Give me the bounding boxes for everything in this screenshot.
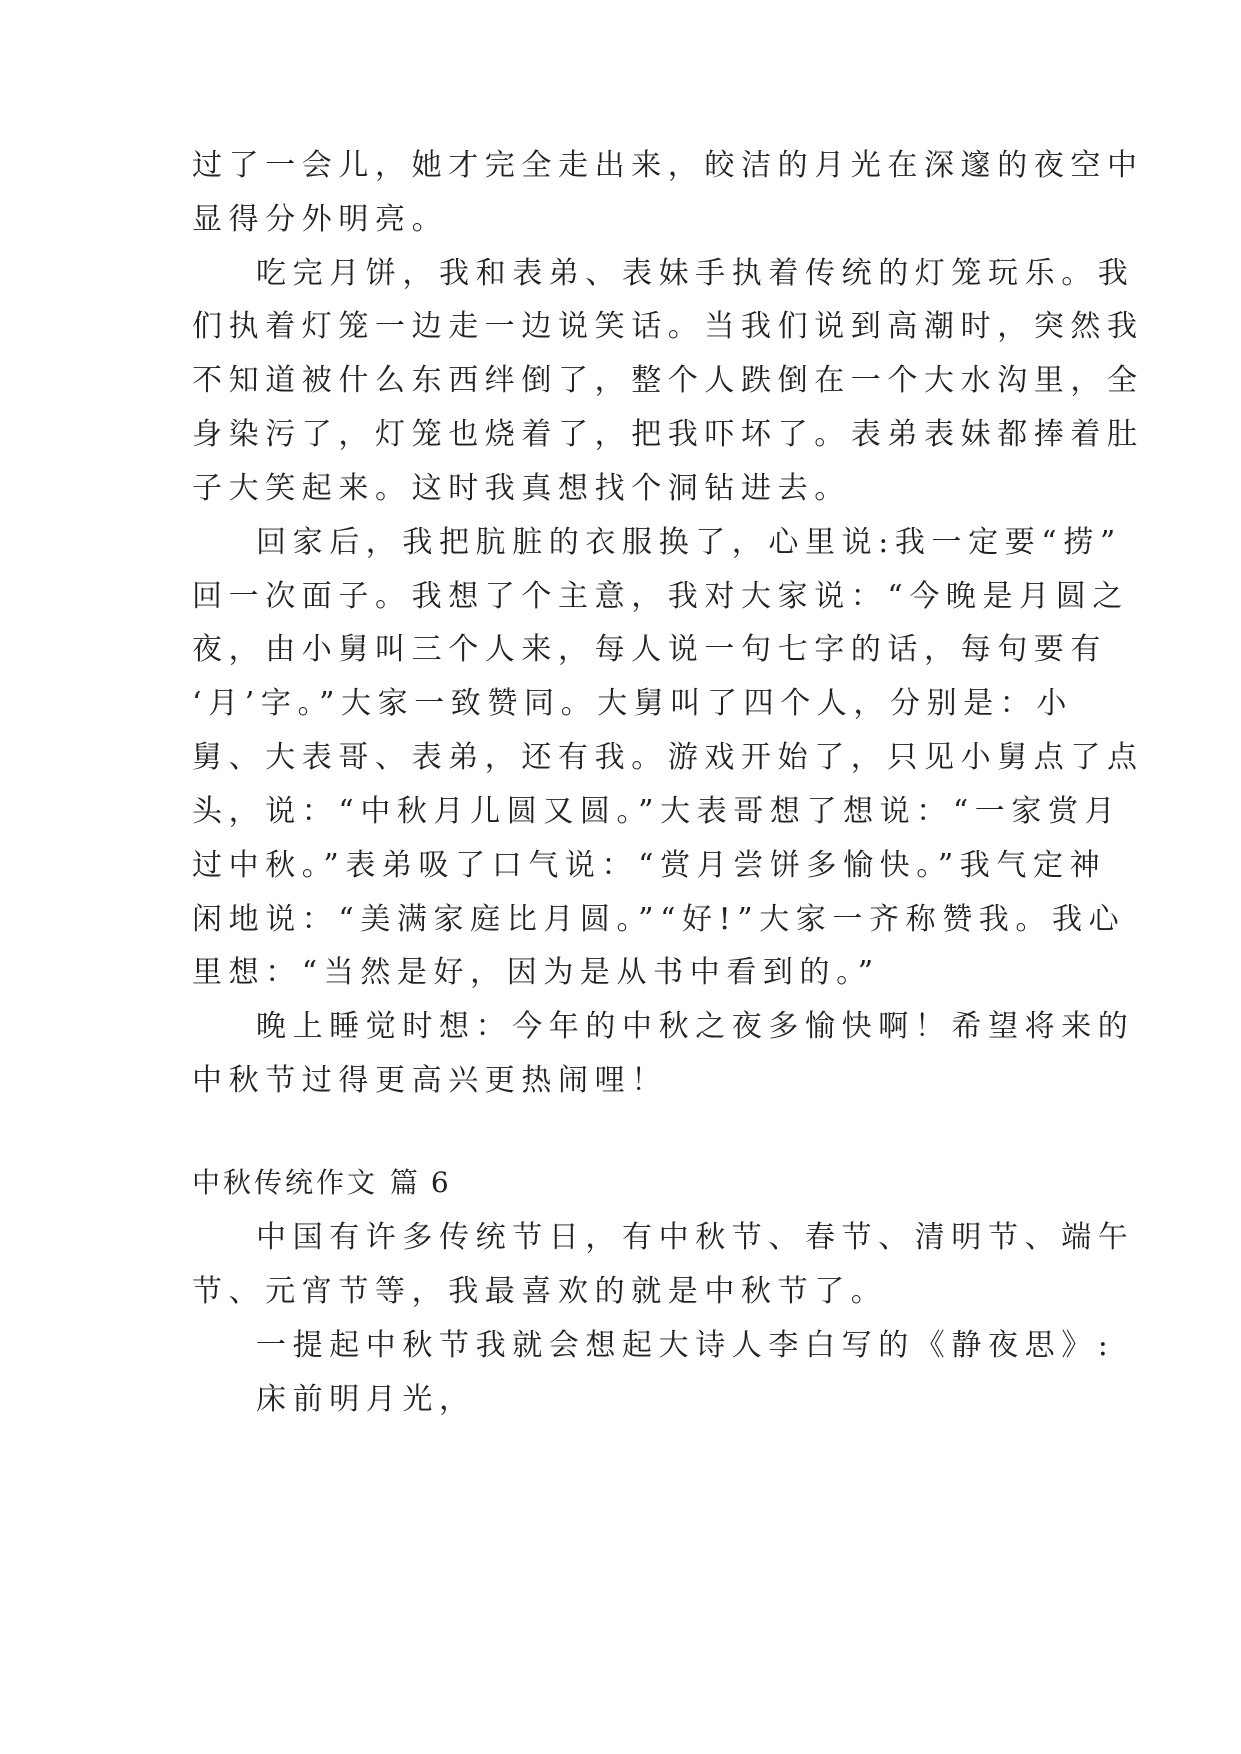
section-title [192,1163,449,1203]
paragraph-line: 吃完月饼，我和表弟、表妹手执着传统的灯笼玩乐。我 [256,256,1135,291]
paragraph-line: 身染污了，灯笼也烧着了，把我吓坏了。表弟表妹都捧着肚 [192,417,1144,452]
paragraph-line: 显得分外明亮。 [192,202,449,237]
section-number: 6 [430,1166,449,1199]
paragraph-line: 们执着灯笼一边走一边说笑话。当我们说到高潮时，突然我 [192,309,1144,344]
paragraph-line: 舅、大表哥、表弟，还有我。游戏开始了，只见小舅点了点 [192,740,1144,775]
paragraph-line: ‘月’字。”大家一致赞同。大舅叫了四个人，分别是：小 [192,686,1074,721]
paragraph-line: 不知道被什么东西绊倒了，整个人跌倒在一个大水沟里，全 [192,363,1144,398]
paragraph-line: 夜，由小舅叫三个人来，每人说一句七字的话，每句要有 [192,632,1107,667]
paragraph-line: 闲地说：“美满家庭比月圆。”“好!”大家一齐称赞我。我心 [192,902,1126,937]
paragraph-line: 中国有许多传统节日，有中秋节、春节、清明节、端午 [256,1220,1135,1255]
paragraph-line: 头，说：“中秋月儿圆又圆。”大表哥想了想说：“一家赏月 [192,794,1122,829]
paragraph-line: 回一次面子。我想了个主意，我对大家说：“今晚是月圆之 [192,579,1129,614]
paragraph-line: 里想：“当然是好，因为是从书中看到的。” [192,955,880,990]
paragraph-line: 过中秋。”表弟吸了口气说：“赏月尝饼多愉快。”我气定神 [192,848,1107,883]
paragraph-line: 床前明月光， [256,1382,476,1417]
paragraph-line: 回家后，我把肮脏的衣服换了，心里说:我一定要“捞” [256,525,1122,560]
paragraph-line: 节、元宵节等，我最喜欢的就是中秋节了。 [192,1274,888,1309]
paragraph-line: 过了一会儿，她才完全走出来，皎洁的月光在深邃的夜空中 [192,148,1144,183]
paragraph-line: 晚上睡觉时想：今年的中秋之夜多愉快啊！希望将来的 [256,1009,1135,1044]
paragraph-line: 一提起中秋节我就会想起大诗人李白写的《静夜思》: [256,1328,1115,1363]
paragraph-line: 子大笑起来。这时我真想找个洞钻进去。 [192,471,851,506]
section-title-text: 中秋传统作文 篇 [192,1166,421,1199]
paragraph-line: 中秋节过得更高兴更热闹哩！ [192,1063,668,1098]
